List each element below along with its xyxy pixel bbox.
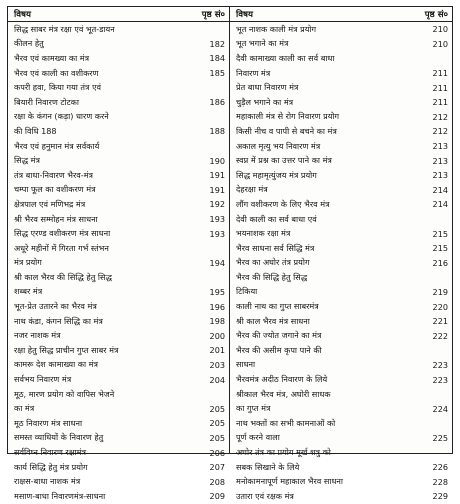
entry-page-number: 222 bbox=[432, 330, 448, 341]
contents-row bbox=[8, 212, 229, 227]
entry-title: राक्षस-बाधा नाशक मंत्र bbox=[14, 476, 81, 487]
entry-title: मूठ निवारण मंत्र साधना bbox=[14, 417, 83, 428]
entry-page-number: 225 bbox=[432, 432, 448, 443]
contents-row bbox=[8, 168, 229, 183]
entry-page-number: 215 bbox=[432, 228, 448, 239]
header-topic-right: विषय bbox=[236, 10, 253, 20]
entry-title: भैरव एवं कामख्या का मंत्र bbox=[14, 52, 90, 63]
contents-row bbox=[230, 474, 452, 489]
entry-title: उतारा एवं रक्षक मंत्र bbox=[236, 490, 294, 501]
contents-row bbox=[8, 445, 229, 460]
entry-title: भैरव की असीम कृपा पाने की bbox=[236, 344, 322, 355]
contents-row bbox=[8, 226, 229, 241]
entry-page-number: 209 bbox=[209, 491, 225, 502]
contents-row bbox=[230, 387, 452, 402]
contents-row bbox=[8, 241, 229, 256]
contents-row bbox=[8, 358, 229, 373]
entry-page-number: 205 bbox=[209, 418, 225, 429]
entry-title: मंत्र प्रयोग bbox=[14, 257, 42, 268]
entry-title: श्री काल भैरव मंत्र साधना bbox=[236, 315, 310, 326]
entry-title: निवारण मंत्र bbox=[236, 67, 271, 78]
entry-page-number: 182 bbox=[209, 38, 225, 49]
contents-row bbox=[8, 270, 229, 285]
contents-row bbox=[8, 285, 229, 300]
entry-page-number: 188 bbox=[209, 126, 225, 137]
right-column bbox=[230, 7, 452, 502]
entry-title: लौंग वशीकरण के लिए भैरव मंत्र bbox=[236, 198, 330, 209]
entry-title: समस्त व्याधियों के निवारण हेतु bbox=[14, 432, 104, 443]
entry-page-number: 206 bbox=[209, 447, 225, 458]
entry-title: मूठ, मारण प्रयोग को वापिस भेजने bbox=[14, 388, 115, 399]
contents-row bbox=[8, 183, 229, 198]
column-header-left bbox=[8, 7, 229, 22]
contents-row bbox=[230, 445, 452, 460]
entry-page-number: 208 bbox=[209, 476, 225, 487]
entry-title: अधूरे महीनों में गिरता गर्भ स्तंभन bbox=[14, 242, 109, 253]
entry-title: सिद्ध महामृत्युंजय मंत्र प्रयोग bbox=[236, 169, 317, 180]
contents-row bbox=[230, 285, 452, 300]
entry-title: नाथ कंडा, कंगन सिद्धि का मंत्र bbox=[14, 315, 103, 326]
entry-page-number: 216 bbox=[432, 257, 448, 268]
entry-title: सबक सिखाने के लिये bbox=[236, 461, 300, 472]
entry-title: श्री भैरव सम्मोहन मंत्र साधना bbox=[14, 213, 98, 224]
entry-title: कपरी हवा, किया गया तंत्र एवं bbox=[14, 82, 102, 93]
entry-page-number: 215 bbox=[432, 243, 448, 254]
contents-row bbox=[8, 80, 229, 95]
header-topic-left: विषय bbox=[14, 10, 31, 20]
contents-row bbox=[230, 183, 452, 198]
entry-title: अकाल मृत्यु भय निवारण मंत्र bbox=[236, 140, 321, 151]
entry-title: भैरव एवं काली का वशीकरण bbox=[14, 67, 99, 78]
entry-title: सिद्ध साबर मंत्र रक्षा एवं भूत-डायन bbox=[14, 23, 115, 34]
contents-row bbox=[8, 489, 229, 504]
entry-page-number: 198 bbox=[209, 316, 225, 327]
entry-title: भयनाशक रक्षा मंत्र bbox=[236, 228, 291, 239]
left-column bbox=[8, 7, 230, 502]
entry-title: नाथ भक्तों का सभी कामनाओं को bbox=[236, 417, 336, 428]
entry-title: भैरव की ज्योत जगाने का मंत्र bbox=[236, 330, 322, 341]
entry-page-number: 214 bbox=[432, 199, 448, 210]
contents-row bbox=[8, 197, 229, 212]
entry-title: अघोर तंत्र का प्रयोग मूर्ख शत्रु को bbox=[236, 447, 331, 458]
contents-row bbox=[230, 431, 452, 446]
contents-row bbox=[8, 474, 229, 489]
entry-page-number: 211 bbox=[432, 97, 448, 108]
entry-page-number: 212 bbox=[432, 126, 448, 137]
contents-row bbox=[8, 66, 229, 81]
contents-row bbox=[230, 66, 452, 81]
contents-row bbox=[230, 139, 452, 154]
entry-title: कामरू देश कामाख्या का मंत्र bbox=[14, 359, 98, 370]
contents-table bbox=[7, 6, 453, 502]
entry-title: प्रेत बाधा निवारण मंत्र bbox=[236, 82, 299, 93]
entry-title: टिकिया bbox=[236, 286, 258, 297]
contents-row bbox=[230, 328, 452, 343]
header-page-left: पृष्ठ सं० bbox=[201, 10, 225, 20]
entry-page-number: 185 bbox=[209, 68, 225, 79]
contents-row bbox=[8, 256, 229, 271]
entry-page-number: 224 bbox=[432, 403, 448, 414]
entry-title: भैरव की सिद्धि हेतु सिद्ध bbox=[236, 271, 308, 282]
entry-page-number: 194 bbox=[209, 257, 225, 268]
contents-row bbox=[8, 328, 229, 343]
entry-title: सर्वविघ्न निवारण रक्षामंत्र bbox=[14, 447, 86, 458]
contents-row bbox=[230, 37, 452, 52]
contents-row bbox=[230, 168, 452, 183]
entry-title: रक्षा के कंगन (कड़ा) धारण करने bbox=[14, 111, 109, 122]
entry-title: किसी नीच व पापी से बचने का मंत्र bbox=[236, 125, 337, 136]
contents-row bbox=[8, 51, 229, 66]
entry-title: देहरक्षा मंत्र bbox=[236, 184, 268, 195]
entry-page-number: 223 bbox=[432, 359, 448, 370]
entry-page-number: 213 bbox=[432, 170, 448, 181]
contents-row bbox=[8, 401, 229, 416]
entry-title: भैरव एवं हनुमान मंत्र सर्वकार्य bbox=[14, 140, 100, 151]
entry-title: भूत नाशक काली मंत्र प्रयोग bbox=[236, 23, 317, 34]
contents-row bbox=[8, 153, 229, 168]
entry-page-number: 193 bbox=[209, 214, 225, 225]
contents-row bbox=[230, 416, 452, 431]
entry-page-number: 211 bbox=[432, 68, 448, 79]
contents-row bbox=[230, 241, 452, 256]
contents-row bbox=[8, 372, 229, 387]
entry-page-number: 184 bbox=[209, 53, 225, 64]
contents-row bbox=[230, 460, 452, 475]
entry-title: काली नाथ का गुप्त साबरमंत्र bbox=[236, 301, 319, 312]
contents-row bbox=[8, 95, 229, 110]
entry-page-number: 210 bbox=[432, 38, 448, 49]
entry-title: महाकाली मंत्र से रोग निवारण प्रयोग bbox=[236, 111, 340, 122]
entry-page-number: 212 bbox=[432, 111, 448, 122]
entry-page-number: 193 bbox=[209, 228, 225, 239]
contents-row bbox=[8, 124, 229, 139]
entry-title: क्षेत्रपाल एवं मणिभद्र मंत्र bbox=[14, 198, 86, 209]
contents-row bbox=[230, 358, 452, 373]
contents-row bbox=[230, 80, 452, 95]
entry-title: भैरव का अघोर तंत्र प्रयोग bbox=[236, 257, 310, 268]
entry-title: देवी काली का सर्व बाधा एवं bbox=[236, 213, 317, 224]
entry-title: नजर नाशक मंत्र bbox=[14, 330, 61, 341]
column-header-right bbox=[230, 7, 452, 22]
contents-row bbox=[230, 197, 452, 212]
entry-title: पूर्ण करने वाला bbox=[236, 432, 280, 443]
entry-title: सिद्ध मंत्र bbox=[14, 155, 40, 166]
entry-title: मसाण-बाधा निवारणमंत्र-साधना bbox=[14, 490, 106, 501]
contents-row bbox=[8, 387, 229, 402]
entry-page-number: 205 bbox=[209, 403, 225, 414]
entry-title: सर्वभय निवारण मंत्र bbox=[14, 374, 72, 385]
entry-title: भूत भगाने का मंत्र bbox=[236, 38, 289, 49]
entry-title: की विधि 188 bbox=[14, 125, 57, 136]
entry-title: कीलन हेतु bbox=[14, 38, 44, 49]
contents-row bbox=[230, 153, 452, 168]
contents-row bbox=[8, 22, 229, 37]
contents-row bbox=[8, 110, 229, 125]
entry-title: चुड़ैल भगाने का मंत्र bbox=[236, 96, 294, 107]
entry-page-number: 207 bbox=[209, 462, 225, 473]
entry-page-number: 213 bbox=[432, 155, 448, 166]
entry-page-number: 229 bbox=[432, 491, 448, 502]
entry-page-number: 196 bbox=[209, 301, 225, 312]
contents-row bbox=[230, 314, 452, 329]
entry-page-number: 192 bbox=[209, 199, 225, 210]
entry-page-number: 201 bbox=[209, 345, 225, 356]
contents-row bbox=[230, 401, 452, 416]
entry-page-number: 211 bbox=[432, 82, 448, 93]
entry-page-number: 203 bbox=[209, 359, 225, 370]
entry-page-number: 213 bbox=[432, 141, 448, 152]
entry-page-number: 226 bbox=[432, 462, 448, 473]
entry-title: रक्षा हेतु सिद्ध प्राचीन गुप्त साबर मंत्र bbox=[14, 344, 119, 355]
entry-title: दैवी कामाख्या काली का सर्व बाधा bbox=[236, 52, 335, 63]
contents-row bbox=[230, 299, 452, 314]
entry-page-number: 221 bbox=[432, 316, 448, 327]
contents-row bbox=[8, 37, 229, 52]
entry-title: चम्पा फूल का वशीकरण मंत्र bbox=[14, 184, 96, 195]
contents-row bbox=[230, 226, 452, 241]
contents-row bbox=[230, 22, 452, 37]
entry-page-number: 191 bbox=[209, 184, 225, 195]
contents-row bbox=[8, 299, 229, 314]
entry-page-number: 223 bbox=[432, 374, 448, 385]
contents-row bbox=[230, 372, 452, 387]
contents-row bbox=[8, 139, 229, 154]
contents-row bbox=[230, 489, 452, 504]
entry-page-number: 186 bbox=[209, 97, 225, 108]
contents-row bbox=[230, 124, 452, 139]
entry-title: भूत-प्रेत उतारने का भैरव मंत्र bbox=[14, 301, 97, 312]
contents-row bbox=[230, 110, 452, 125]
contents-row bbox=[230, 270, 452, 285]
contents-row bbox=[8, 416, 229, 431]
entry-title: साधना bbox=[236, 359, 256, 370]
contents-row bbox=[230, 212, 452, 227]
entry-page-number: 220 bbox=[432, 301, 448, 312]
right-rows bbox=[230, 22, 452, 502]
entry-title: स्वप्न में प्रश्न का उत्तर पाने का मंत्र bbox=[236, 155, 332, 166]
entry-title: श्री काल भैरव की सिद्धि हेतु सिद्ध bbox=[14, 271, 112, 282]
entry-title: शब्बर मंत्र bbox=[14, 286, 43, 297]
entry-page-number: 210 bbox=[432, 24, 448, 35]
entry-page-number: 219 bbox=[432, 286, 448, 297]
entry-title: सिद्ध एरण्ड वशीकरण मंत्र साधना bbox=[14, 228, 111, 239]
entry-title: कार्य सिद्धि हेतु मंत्र प्रयोग bbox=[14, 461, 88, 472]
contents-row bbox=[230, 51, 452, 66]
contents-row bbox=[8, 431, 229, 446]
entry-title: तंत्र बाधा-निवारण भैरव-मंत्र bbox=[14, 169, 94, 180]
entry-title: बियारी निवारण टोटका bbox=[14, 96, 79, 107]
entry-title: का गुप्त मंत्र bbox=[236, 403, 271, 414]
entry-title: श्रीकाल भैरव मंत्र, अघोरी साधक bbox=[236, 388, 331, 399]
entry-page-number: 204 bbox=[209, 374, 225, 385]
entry-title: का मंत्र bbox=[14, 403, 35, 414]
contents-row bbox=[8, 460, 229, 475]
contents-row bbox=[8, 314, 229, 329]
left-rows bbox=[8, 22, 229, 502]
header-page-right: पृष्ठ सं० bbox=[424, 10, 448, 20]
entry-page-number: 228 bbox=[432, 476, 448, 487]
entry-page-number: 214 bbox=[432, 184, 448, 195]
entry-page-number: 190 bbox=[209, 155, 225, 166]
contents-row bbox=[230, 343, 452, 358]
entry-title: भैरवमंत्र अदीठ निवारण के लिये bbox=[236, 374, 328, 385]
contents-row bbox=[8, 343, 229, 358]
contents-row bbox=[230, 256, 452, 271]
entry-title: भैरव साधना सर्व सिद्धि मंत्र bbox=[236, 242, 315, 253]
entry-page-number: 205 bbox=[209, 432, 225, 443]
entry-page-number: 195 bbox=[209, 286, 225, 297]
entry-page-number: 191 bbox=[209, 170, 225, 181]
entry-page-number: 200 bbox=[209, 330, 225, 341]
entry-title: मनोकामनापूर्ण महाकाल भैरव साधना bbox=[236, 476, 344, 487]
contents-row bbox=[230, 95, 452, 110]
